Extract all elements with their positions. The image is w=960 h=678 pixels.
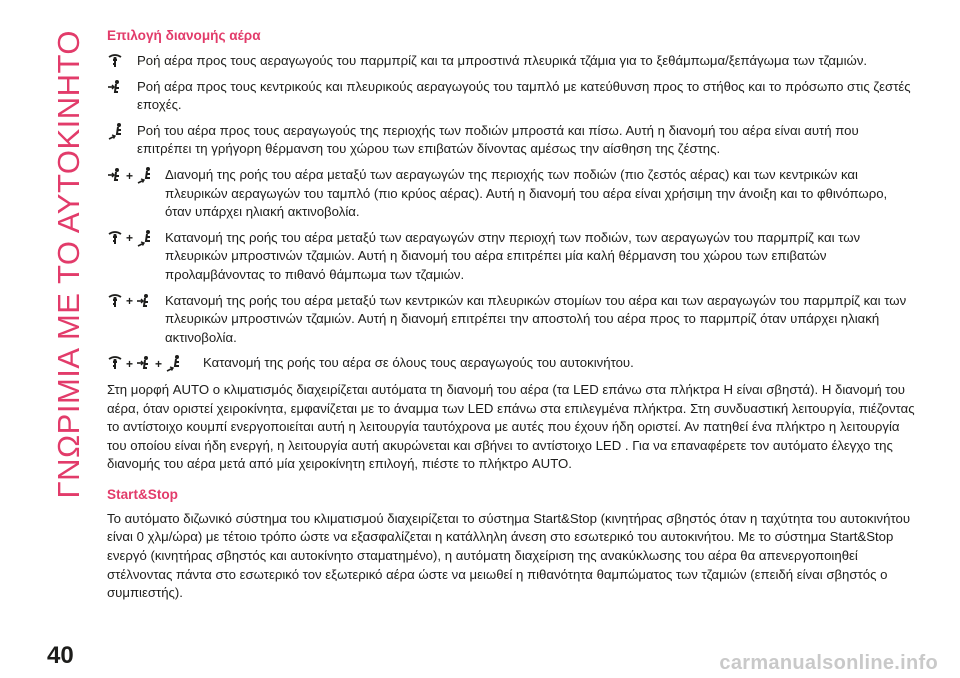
windscreen-vent-icon: [107, 53, 123, 71]
air-mode-windscreen: [107, 52, 915, 71]
plus-sign: +: [126, 231, 134, 246]
plus-sign: +: [155, 357, 163, 372]
page-number: 40: [47, 642, 74, 669]
air-mode-text: Ροή αέρα προς τους αεραγωγούς του παρμπρίζ και τα μπροστινά πλευρικά τζάμια για το ξεθάμπωμα/ξεπάγωμα των τζαμιών.: [137, 53, 868, 68]
air-mode-windscreen-face: [107, 292, 915, 348]
air-mode-windscreen-footwell: [107, 229, 915, 285]
air-mode-text: Διανομή της ροής του αέρα μεταξύ των αεραγωγών της περιοχής των ποδιών (πιο ζεστός αέρας) και των κεντρικών και πλευρικών αεραγωγών του ταμπλό (πιο κρύος αέρας). Αυτή η διανομή του αέρα είναι χρήσιμη την άνοιξη και το φθινόπωρο, όταν υπάρχει ηλιακή ακτινοβολία.: [165, 166, 888, 220]
face-vent-icon: [107, 79, 123, 97]
windscreen-vent-icon: [107, 293, 123, 311]
chapter-title-text: ΓΝΩΡΙΜΙΑ ΜΕ ΤΟ ΑΥΤΟΚΙΝΗΤΟ: [51, 30, 86, 499]
air-mode-text: Κατανομή της ροής του αέρα σε όλους τους αεραγωγούς του αυτοκινήτου.: [203, 355, 634, 371]
windscreen-vent-icon: [107, 230, 123, 248]
air-mode-footwell: [107, 122, 915, 159]
air-mode-text: Ροή του αέρα προς τους αεραγωγούς της περιοχής των ποδιών μπροστά και πίσω. Αυτή η διανομή του αέρα είναι αυτή που επιτρέπει τη γρήγορη θέρμανση του χώρου των επιβατών δίνοντας αμέσως την αίσθηση της ζέστης.: [137, 122, 859, 157]
plus-sign: +: [126, 168, 134, 183]
chapter-title: [51, 30, 86, 550]
footwell-vent-icon: [107, 122, 125, 142]
face-vent-icon: [136, 293, 152, 311]
watermark: carmanualsonline.info: [719, 652, 938, 674]
section-heading-start-stop: Start&Stop: [107, 486, 178, 502]
footwell-vent-icon: [136, 166, 154, 186]
footwell-vent-icon: [136, 229, 154, 249]
face-vent-icon: [136, 355, 152, 373]
air-mode-face-footwell: [107, 166, 915, 222]
start-stop-paragraph: Το αυτόματο διζωνικό σύστημα του κλιματισμού διαχειρίζεται το σύστημα Start&Stop (κινητήρας σβηστός όταν η ταχύτητα του αυτοκινήτου είναι 0 χλμ/ώρα) με τέτοιο τρόπο ώστε να εξασφαλίζεται η κατάλληλη άνεση στο εσωτερικό του αυτοκινήτου. Με το σύστημα Start&Stop ενεργό (κινητήρας σβηστός και αυτοκίνητο σταματημένο), η αυτόματη διαχείριση της ανακύκλωσης του αέρα θα απενεργοποιηθεί στέλνοντας πάντα στο εσωτερικό τον εξωτερικό αέρα ώστε να μειωθεί η πιθανότητα θαμπώματος των τζαμιών (επειδή είναι σβηστός ο συμπιεστής).: [107, 510, 911, 601]
air-mode-all: [107, 354, 915, 373]
air-mode-text: Κατανομή της ροής του αέρα μεταξύ των κεντρικών και πλευρικών στομίων του αέρα και των αεραγωγών του παρμπρίζ και των πλευρικών μπροστινών τζαμιών. Αυτή η διανομή επιτρέπει την αποστολή του αέρα προς το παρμπρίζ όταν υπάρχει ηλιακή ακτινοβολία.: [165, 292, 907, 345]
footwell-vent-icon: [165, 354, 183, 374]
air-mode-text: Ροή αέρα προς τους κεντρικούς και πλευρικούς αεραγωγούς του ταμπλό με κατεύθυνση προς το στήθος και το πρόσωπο στις ζεστές εποχές.: [137, 78, 911, 113]
air-mode-text: Κατανομή της ροής του αέρα μεταξύ των αεραγωγών στην περιοχή των ποδιών, των αεραγωγών του παρμπρίζ και των πλευρικών μπροστινών τζαμιών. Αυτή η διανομή του αέρα επιτρέπει μία καλή θέρμανση του χώρου των επιβατών προλαμβάνοντας το πιθανό θάμπωμα των τζαμιών.: [165, 229, 861, 282]
plus-sign: +: [126, 357, 134, 372]
face-vent-icon: [107, 167, 123, 185]
plus-sign: +: [126, 294, 134, 309]
air-mode-face: [107, 78, 915, 115]
auto-mode-paragraph: Στη μορφή AUTO ο κλιματισμός διαχειρίζεται αυτόματα τη διανομή του αέρα (τα LED επάνω στα πλήκτρα Η είναι σβηστά). Η διανομή του αέρα, όταν οριστεί χειροκίνητα, εμφανίζεται με το άναμμα των LED επάνω στα επιλεγμένα πλήκτρα. Στη συνδυαστική λειτουργία, πιέζοντας το αντίστοιχο κουμπί ενεργοποιείται αυτή η λειτουργία ταυτόχρονα με αυτές που έχουν ήδη οριστεί. Αν πατηθεί ένα πλήκτρο η λειτουργία του οποίου είναι ήδη ενεργή, η λειτουργία αυτή ακυρώνεται και σβήνει το αντίστοιχο LED . Για να επαναφέρετε τον αυτόματο έλεγχο της διανομής του αέρα μετά από μία χειροκίνητη επιλογή, πιέστε το πλήκτρο AUTO.: [107, 381, 915, 472]
windscreen-vent-icon: [107, 355, 123, 373]
page-content: [107, 27, 915, 603]
section-heading-air-distribution: Επιλογή διανομής αέρα: [107, 28, 261, 43]
